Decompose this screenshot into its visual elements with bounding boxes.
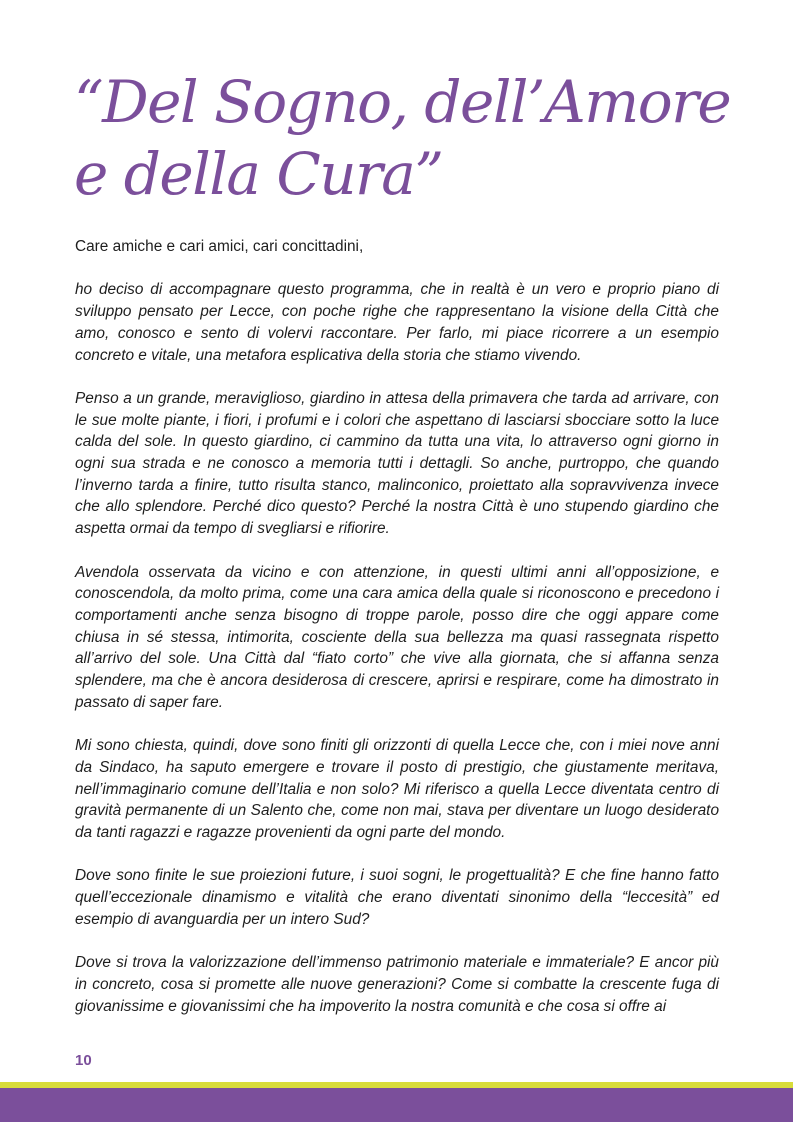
paragraph-1: ho deciso di accompagnare questo programma, che in realtà è un vero e proprio piano di sviluppo pensato per Lecce, con poche righe che rappresentano la visione della Città che amo, conosco e sento di volervi raccontare. Per farlo, mi piace ricorrere a un esempio concreto e vitale, una metafora esplicativa della storia che stiamo vivendo. — [75, 281, 719, 364]
page-number: 10 — [75, 1052, 92, 1069]
footer-band — [0, 1088, 793, 1122]
paragraph-5: Dove sono finite le sue proiezioni future, i suoi sogni, le progettualità? E che fine hanno fatto quell’eccezionale dinamismo e vitalità che erano diventati sinonimo della “leccesità” ed esempio di avanguardia per un intero Sud? — [75, 867, 719, 928]
page-title-line-2: e della Cura” — [74, 140, 443, 208]
salutation: Care amiche e cari amici, cari concittadini, — [75, 238, 364, 255]
body-text — [75, 236, 719, 1017]
page-title — [74, 66, 754, 210]
paragraph-3: Avendola osservata da vicino e con attenzione, in questi ultimi anni all’opposizione, e conoscendola, da molto prima, come una cara amica della quale si riconoscono e precedono i comportamenti anche senza bisogno di troppe parole, posso dire che oggi appare come chiusa in sé stessa, intimorita, cosciente della sua bellezza ma quasi rassegnata rispetto all’arrivo del sole. Una Città dal “fiato corto” che vive alla giornata, che si affanna senza splendere, ma che è ancora desiderosa di crescere, aprirsi e respirare, come ha dimostrato in passato di saper fare. — [75, 563, 719, 711]
paragraph-4: Mi sono chiesta, quindi, dove sono finiti gli orizzonti di quella Lecce che, con i miei nove anni da Sindaco, ha saputo emergere e trovare il posto di prestigio, che giustamente meritava, nell’immaginario comune dell’Italia e non solo? Mi riferisco a quella Lecce diventata centro di gravità permanente di un Salento che, come non mai, stava per diventare un luogo desiderato da tanti ragazzi e ragazze provenienti da ogni parte del mondo. — [75, 737, 719, 841]
paragraph-2: Penso a un grande, meraviglioso, giardino in attesa della primavera che tarda ad arrivare, con le sue molte piante, i fiori, i profumi e i colori che aspettano di lasciarsi sbocciare sotto la luce calda del sole. In questo giardino, ci cammino da tutta una vita, lo attraverso ogni giorno in ogni sua strada e ne conosco a memoria tutti i dettagli. So anche, purtroppo, che quando l’inverno tarda a finire, tutto risulta stanco, malinconico, proiettato alla sopravvivenza invece che allo splendore. Perché dico questo? Perché la nostra Città è uno stupendo giardino che aspetta ormai da tempo di svegliarsi e rifiorire. — [75, 389, 719, 538]
paragraph-6: Dove si trova la valorizzazione dell’immenso patrimonio materiale e immateriale? E ancor più in concreto, cosa si promette alle nuove generazioni? Come si combatte la crescente fuga di giovanissime e giovanissimi che ha impoverito la nostra comunità e che cosa si offre ai — [75, 954, 719, 1015]
page-title-line-1: “Del Sogno, dell’Amore — [74, 68, 731, 136]
